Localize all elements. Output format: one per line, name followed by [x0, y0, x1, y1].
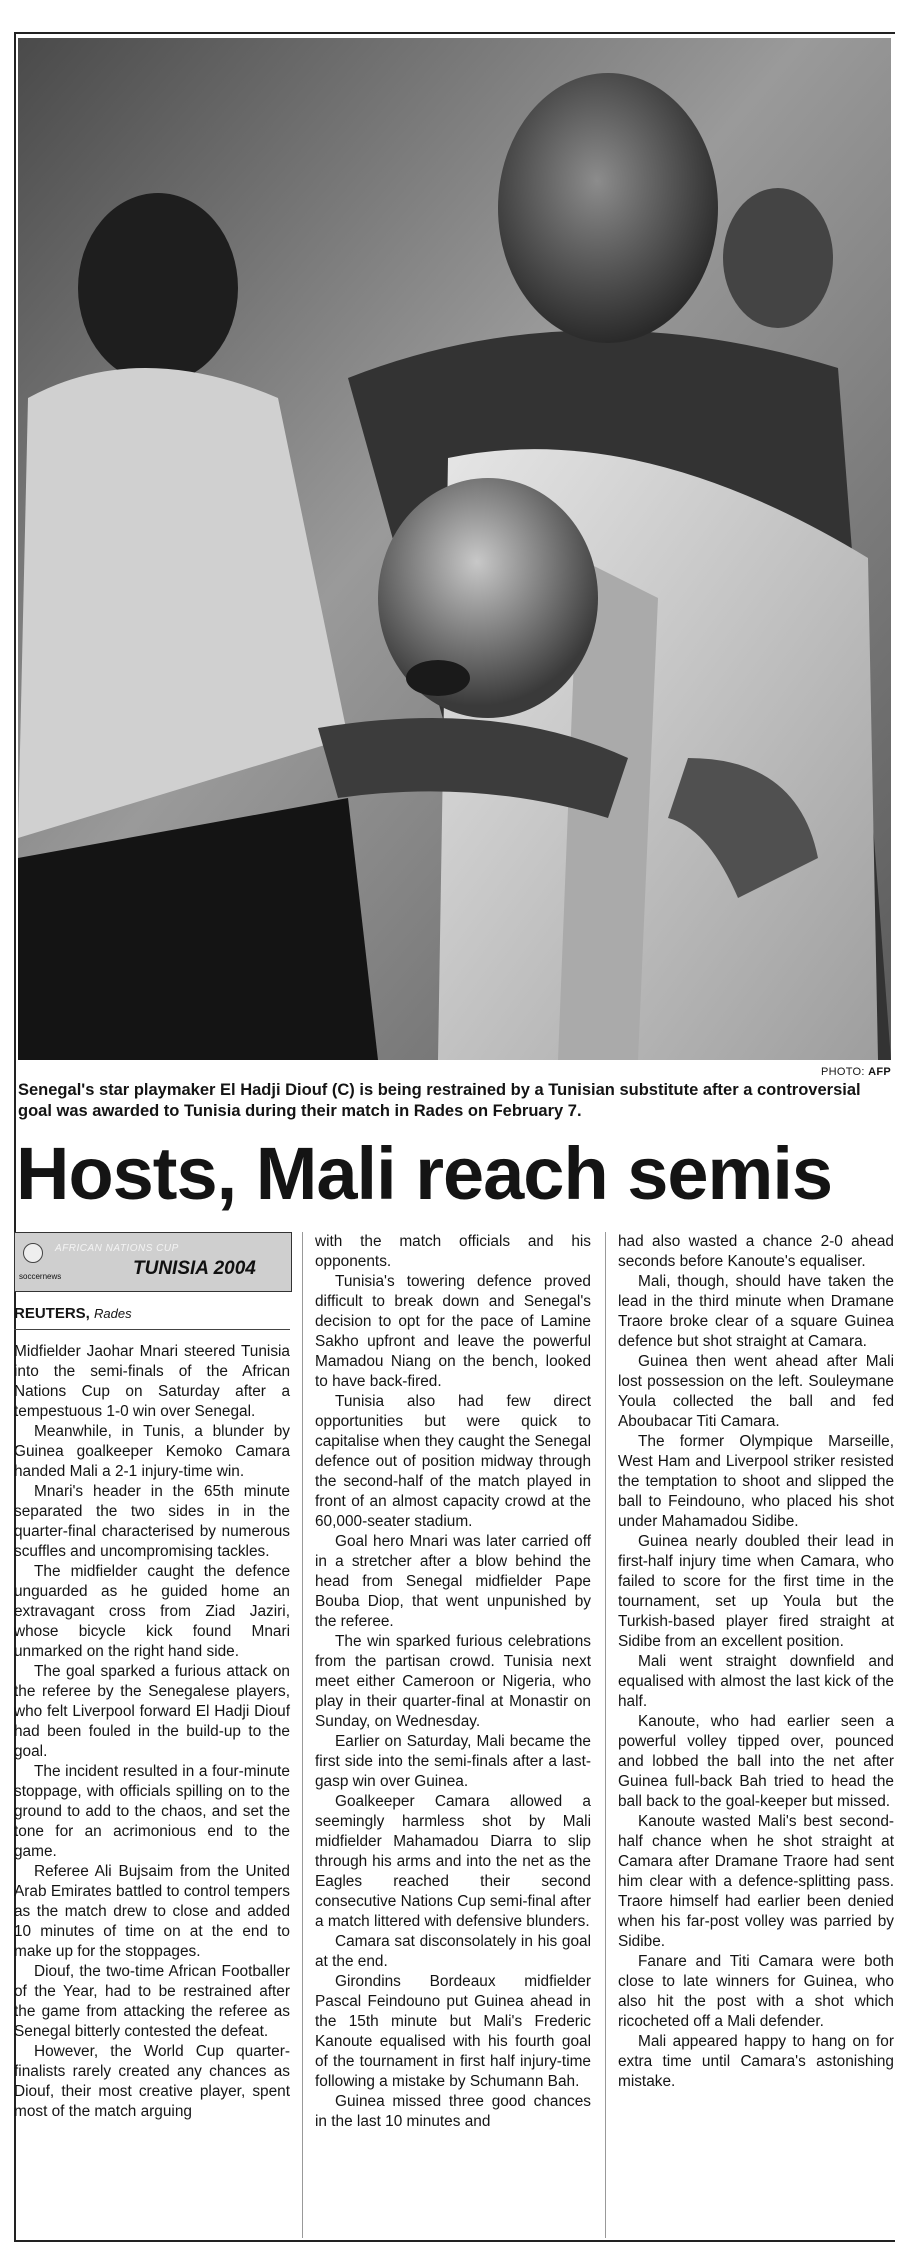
- paragraph: The former Olympique Marseille, West Ham and Liverpool striker resisted the temptation to shoot and slipped the ball to Feindouno, who placed his shot under Mahamadou Sidibe.: [618, 1433, 894, 1530]
- logo-small-text: soccernews: [19, 1272, 62, 1281]
- paragraph: Midfielder Jaohar Mnari steered Tunisia into the semi-finals of the African Nations Cup on Saturday after a tempestuous 1-0 win over Senegal.: [14, 1343, 290, 1420]
- paragraph: The midfielder caught the defence unguarded as he guided home an extravagant cross from Ziad Jaziri, whose bicycle kick found Mnari unmarked on the right hand side.: [14, 1563, 290, 1660]
- paragraph: Mali, though, should have taken the lead in the third minute when Dramane Traore broke clear of a square Guinea defence but shot straight at Camara.: [618, 1273, 894, 1350]
- logo-brand: TUNISIA 2004: [133, 1258, 256, 1279]
- article-columns: [14, 1232, 895, 2238]
- logo-top-text: AFRICAN NATIONS CUP: [55, 1243, 179, 1254]
- paragraph: Kanoute wasted Mali's best second-half chance when he shot straight at Camara after Dramane Traore had sent him clear with a defence-splitting pass. Traore himself had earlier been denied when his far-post volley was parried by Sidibe.: [618, 1813, 894, 1950]
- photo-illustration: [18, 38, 891, 1060]
- headline: Hosts, Mali reach semis: [16, 1132, 833, 1215]
- paragraph: Mali went straight downfield and equalised with almost the last kick of the half.: [618, 1653, 894, 1710]
- photo-caption: Senegal's star playmaker El Hadji Diouf (C) is being restrained by a Tunisian substitute after a controversial goal was awarded to Tunisia during their match in Rades on February 7.: [18, 1081, 861, 1120]
- paragraph: had also wasted a chance 2-0 ahead seconds before Kanoute's equaliser.: [618, 1233, 894, 1270]
- football-icon: [23, 1243, 43, 1263]
- photo-credit: [821, 1066, 891, 1078]
- tournament-logo: [14, 1232, 292, 1292]
- paragraph: Mali appeared happy to hang on for extra time until Camara's astonishing mistake.: [618, 2033, 894, 2090]
- byline-place: Rades: [94, 1306, 132, 1321]
- paragraph: Tunisia's towering defence proved difficult to break down and Senegal's decision to opt for the pace of Lamine Sakho upfront and leave the powerful Mamadou Niang on the bench, looked to have back-fired.: [315, 1273, 591, 1390]
- column-divider: [302, 1232, 303, 2238]
- bottom-rule: [14, 2240, 895, 2242]
- photo-credit-agency: AFP: [868, 1066, 891, 1078]
- article-column-2: [315, 1232, 591, 2132]
- article-column-3: [618, 1232, 894, 2092]
- paragraph: Earlier on Saturday, Mali became the first side into the semi-finals after a last-gasp win over Guinea.: [315, 1733, 591, 1790]
- paragraph: The goal sparked a furious attack on the referee by the Senegalese players, who felt Liverpool forward El Hadji Diouf had been fouled in the build-up to the goal.: [14, 1663, 290, 1760]
- paragraph: Fanare and Titi Camara were both close to late winners for Guinea, who also hit the post with a shot which ricocheted off a Mali defender.: [618, 1953, 894, 2030]
- paragraph: Camara sat disconsolately in his goal at the end.: [315, 1933, 591, 1970]
- paragraph: The incident resulted in a four-minute stoppage, with officials spilling on to the ground to add to the chaos, and set the tone for an acrimonious end to the game.: [14, 1763, 290, 1860]
- paragraph: Guinea missed three good chances in the last 10 minutes and: [315, 2093, 591, 2130]
- paragraph: Diouf, the two-time African Footballer of the Year, had to be restrained after the game from attacking the referee as Senegal bitterly contested the defeat.: [14, 1963, 290, 2040]
- byline: [14, 1304, 290, 1330]
- byline-agency: REUTERS,: [14, 1305, 90, 1322]
- paragraph: Kanoute, who had earlier seen a powerful volley tipped over, pounced and lobbed the ball into the net after Guinea full-back Bah tried to head the ball back to the goal-keeper but missed.: [618, 1713, 894, 1810]
- article-column-1: [14, 1232, 290, 2122]
- paragraph: Goalkeeper Camara allowed a seemingly harmless shot by Mali midfielder Mahamadou Diarra to slip through his arms and into the net as the Eagles reached their second consecutive Nations Cup semi-final after a match littered with defensive blunders.: [315, 1793, 591, 1930]
- paragraph: Referee Ali Bujsaim from the United Arab Emirates battled to control tempers as the match drew to close and added 10 minutes of time on at the end to make up for the stoppages.: [14, 1863, 290, 1960]
- top-rule: [14, 32, 895, 34]
- paragraph: Mnari's header in the 65th minute separated the two sides in in the quarter-final characterised by numerous scuffles and uncompromising tackles.: [14, 1483, 290, 1560]
- paragraph: Girondins Bordeaux midfielder Pascal Feindouno put Guinea ahead in the 15th minute but Mali's Frederic Kanoute equalised with his fourth goal of the tournament in first half injury-time following a mistake by Schumann Bah.: [315, 1973, 591, 2090]
- column-divider: [605, 1232, 606, 2238]
- paragraph: The win sparked furious celebrations from the partisan crowd. Tunisia next meet either Cameroon or Nigeria, who play in their quarter-final at Monastir on Sunday, on Wednesday.: [315, 1633, 591, 1730]
- newspaper-page: [14, 32, 895, 2242]
- paragraph: However, the World Cup quarter-finalists rarely created any chances as Diouf, their most creative player, spent most of the match arguing: [14, 2043, 290, 2120]
- paragraph: Guinea nearly doubled their lead in first-half injury time when Camara, who failed to score for the first time in the tournament, set up Youla but the Turkish-based player fired straight at Sidibe from an excellent position.: [618, 1533, 894, 1650]
- paragraph: with the match officials and his opponents.: [315, 1233, 591, 1270]
- photo-credit-label: PHOTO:: [820, 1066, 865, 1078]
- paragraph: Meanwhile, in Tunis, a blunder by Guinea goalkeeper Kemoko Camara handed Mali a 2-1 injury-time win.: [14, 1423, 290, 1480]
- paragraph: Guinea then went ahead after Mali lost possession on the left. Souleymane Youla collected the ball and fed Aboubacar Titi Camara.: [618, 1353, 894, 1430]
- paragraph: Tunisia also had few direct opportunities but were quick to capitalise when they caught the Senegal defence out of position midway through the second-half of the match played in front of an almost capacity crowd at the 60,000-seater stadium.: [315, 1393, 591, 1530]
- paragraph: Goal hero Mnari was later carried off in a stretcher after a blow behind the head from Senegal midfielder Pape Bouba Diop, that went unpunished by the referee.: [315, 1533, 591, 1630]
- news-photo: [18, 38, 891, 1060]
